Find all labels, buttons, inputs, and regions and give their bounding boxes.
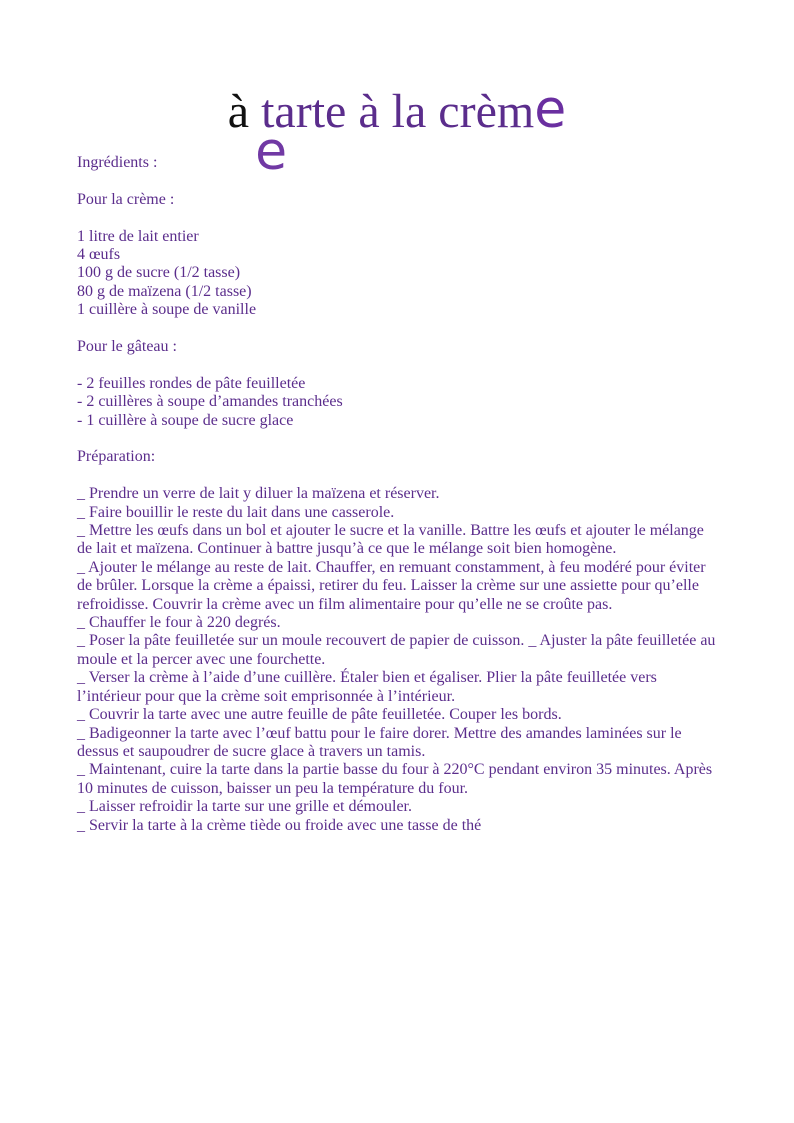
preparation-step: _ Laisser refroidir la tarte sur une grille et démouler. <box>77 798 412 816</box>
preparation-step: _ Badigeonner la tarte avec l’œuf battu pour le faire dorer. Mettre des amandes laminées sur le dessus et saupoudrer de sucre glace à travers un tamis. <box>77 724 682 760</box>
preparation-step: _ Faire bouillir le reste du lait dans une casserole. <box>77 503 395 521</box>
preparation-step: _ Chauffer le four à 220 degrés. <box>77 614 281 632</box>
preparation-heading: Préparation: <box>77 448 156 466</box>
title-tail: e <box>534 80 567 140</box>
preparation-step: _ Couvrir la tarte avec une autre feuille de pâte feuilletée. Couper les bords. <box>77 706 562 724</box>
cream-ingredient: 4 œufs <box>77 246 121 263</box>
preparation-step: _ Servir la tarte à la crème tiède ou froide avec une tasse de thé <box>77 816 482 834</box>
title-main: tarte à la crèm <box>261 85 535 138</box>
cream-ingredient: 1 cuillère à soupe de vanille <box>77 301 257 319</box>
title-overlap-glyph: e <box>255 122 288 182</box>
cake-ingredient: - 2 cuillères à soupe d’amandes tranchées <box>77 393 343 411</box>
cream-heading: Pour la crème : <box>77 190 175 208</box>
cake-ingredient: - 1 cuillère à soupe de sucre glace <box>77 411 294 429</box>
spacer <box>77 209 722 227</box>
preparation-step: _ Prendre un verre de lait y diluer la maïzena et réserver. <box>77 485 440 503</box>
title-prefix: à <box>227 85 262 138</box>
preparation-step: _ Maintenant, cuire la tarte dans la partie basse du four à 220°C pendant environ 35 minutes. Après 10 minutes de cuisson, baisser un peu la température du four. <box>77 761 713 797</box>
spacer <box>77 172 722 190</box>
cake-ingredient: - 2 feuilles rondes de pâte feuilletée <box>77 374 306 392</box>
recipe-body <box>77 154 722 835</box>
preparation-step: _ Poser la pâte feuilletée sur un moule recouvert de papier de cuisson. _ Ajuster la pâte feuilletée au moule et la percer avec une fourchette. <box>77 632 716 668</box>
cream-ingredient: 100 g de sucre (1/2 tasse) <box>77 264 241 282</box>
cake-heading: Pour le gâteau : <box>77 338 177 356</box>
spacer <box>77 467 722 485</box>
preparation-step: _ Ajouter le mélange au reste de lait. Chauffer, en remuant constamment, à feu modéré pour éviter de brûler. Lorsque la crème a épaissi, retirer du feu. Laisser la crème sur une assiette pour qu’elle refroidisse. Couvrir la crème avec un film alimentaire pour qu’elle ne se croûte pas. <box>77 558 706 613</box>
spacer <box>77 356 722 374</box>
ingredients-heading: Ingrédients : <box>77 154 158 171</box>
spacer <box>77 320 722 338</box>
cream-ingredient: 80 g de maïzena (1/2 tasse) <box>77 282 252 300</box>
cream-ingredient: 1 litre de lait entier <box>77 227 199 245</box>
preparation-step: _ Verser la crème à l’aide d’une cuillère. Étaler bien et égaliser. Plier la pâte feuilletée vers l’intérieur pour que la crème soit emprisonnée à l’intérieur. <box>77 669 657 705</box>
preparation-step: _ Mettre les œufs dans un bol et ajouter le sucre et la vanille. Battre les œufs et ajouter le mélange de lait et maïzena. Continuer à battre jusqu’à ce que le mélange soit bien homogène. <box>77 522 704 558</box>
spacer <box>77 430 722 448</box>
